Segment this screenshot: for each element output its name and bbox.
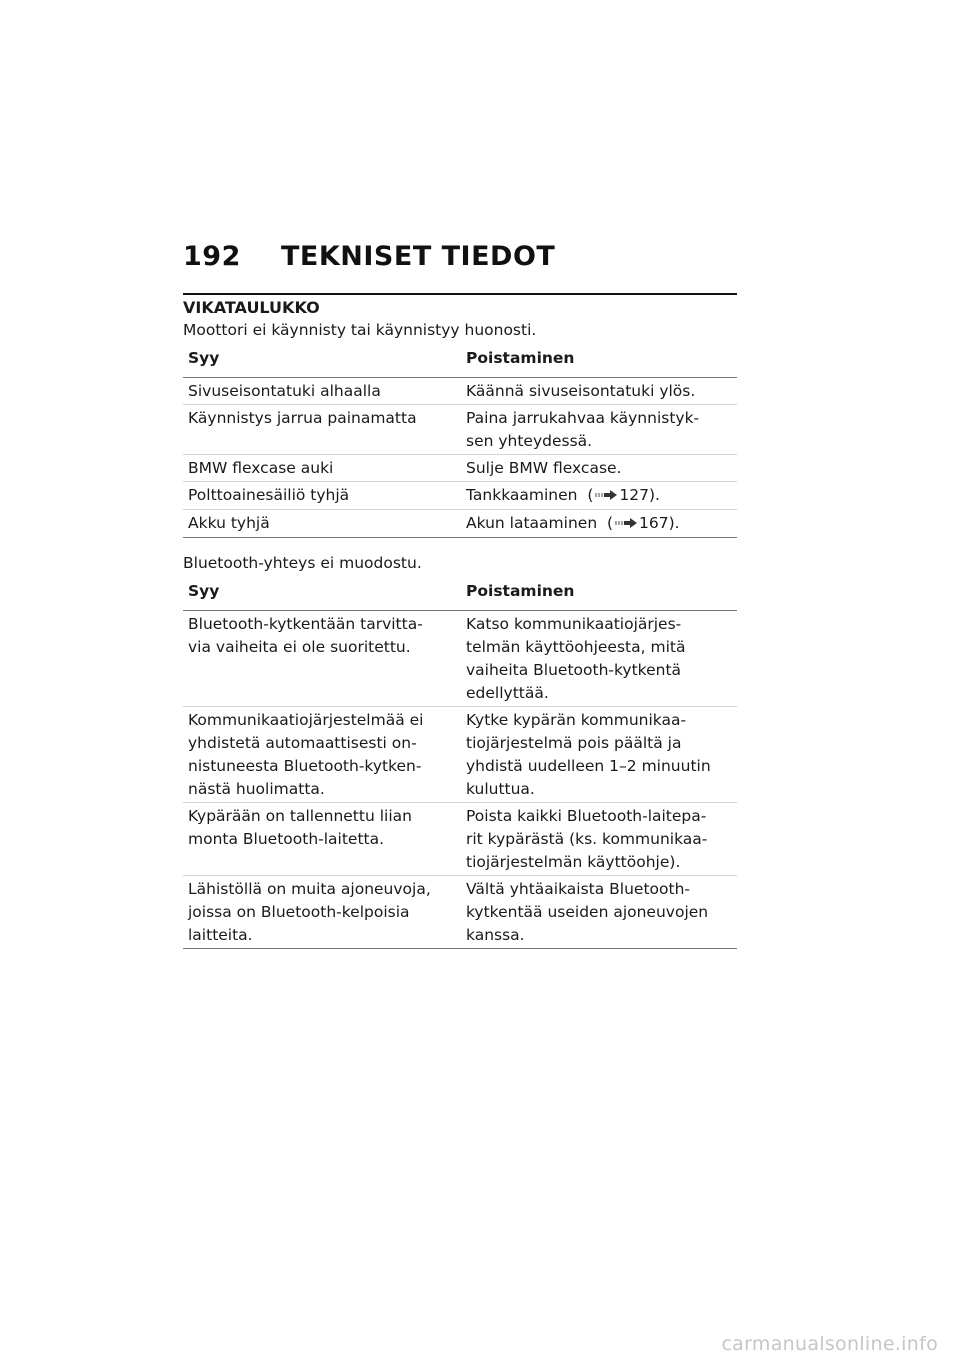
page-header: [183, 241, 555, 272]
cause-cell: Käynnistys jarrua painamatta: [188, 409, 417, 427]
cause-cell: Lähistöllä on muita ajoneuvoja, joissa on Bluetooth-kelpoisia laitteita.: [188, 880, 431, 944]
table-row: [183, 803, 737, 876]
cause-cell: Akku tyhjä: [188, 514, 270, 532]
fix-cell: Vältä yhtäaikaista Bluetooth- kytkentää useiden ajoneuvojen kanssa.: [466, 880, 709, 944]
fix-text: Akun lataaminen (: [466, 514, 614, 532]
fix-cell: Paina jarrukahvaa käynnistyk- sen yhteydessä.: [466, 409, 700, 450]
fix-cell: Kytke kypärän kommunikaa- tiojärjestelmä pois päältä ja yhdistä uudelleen 1–2 minuutin kuluttua.: [466, 711, 711, 798]
table-row: [183, 611, 737, 707]
page-content: [183, 297, 737, 949]
page-ref-link[interactable]: 167).: [639, 514, 680, 532]
chapter-title: TEKNISET TIEDOT: [281, 241, 556, 272]
table-header-row: [183, 575, 737, 611]
troubleshooting-table-bluetooth: [183, 575, 737, 949]
table-header-row: [183, 342, 737, 378]
table-row: [183, 482, 737, 510]
cause-cell: Kypärään on tallennettu liian monta Bluetooth-laitetta.: [188, 807, 412, 848]
cause-cell: Polttoainesäiliö tyhjä: [188, 486, 350, 504]
fix-cell: Käännä sivuseisontatuki ylös.: [466, 382, 696, 400]
page-number: 192: [183, 241, 241, 272]
cause-cell: Bluetooth-kytkentään tarvitta- via vaiheita ei ole suoritettu.: [188, 615, 423, 656]
column-header-fix: Poistaminen: [466, 349, 575, 367]
table-row: [183, 707, 737, 803]
table-row: [183, 510, 737, 538]
page-ref-arrow-icon: [615, 513, 637, 536]
cause-cell: BMW flexcase auki: [188, 459, 334, 477]
watermark: carmanualsonline.info: [721, 1333, 938, 1355]
troubleshooting-table-engine: [183, 342, 737, 538]
column-header-fix: Poistaminen: [466, 582, 575, 600]
table2-intro: Bluetooth-yhteys ei muodostu.: [183, 554, 422, 572]
fix-text: Tankkaaminen (: [466, 486, 594, 504]
fix-cell: Sulje BMW flexcase.: [466, 459, 622, 477]
table1-intro: Moottori ei käynnisty tai käynnistyy huonosti.: [183, 321, 537, 339]
table-row: [183, 405, 737, 455]
page-ref-arrow-icon: [595, 485, 617, 508]
column-header-cause: Syy: [188, 349, 220, 367]
page-ref-link[interactable]: 127).: [619, 486, 660, 504]
cause-cell: Sivuseisontatuki alhaalla: [188, 382, 381, 400]
table-row: [183, 876, 737, 949]
fix-cell: Katso kommunikaatiojärjes- telmän käyttöohjeesta, mitä vaiheita Bluetooth-kytkentä edellyttää.: [466, 615, 686, 702]
fix-cell: [461, 510, 737, 538]
fix-cell: [461, 482, 737, 510]
column-header-cause: Syy: [188, 582, 220, 600]
fix-cell: Poista kaikki Bluetooth-laitepa- rit kypärästä (ks. kommunikaa- tiojärjestelmän käyttöohje).: [466, 807, 708, 871]
table-row: [183, 455, 737, 482]
cause-cell: Kommunikaatiojärjestelmää ei yhdistetä automaattisesti on- nistuneesta Bluetooth-kytken- nästä huolimatta.: [188, 711, 424, 798]
section-title: VIKATAULUKKO: [183, 298, 320, 317]
header-rule: [183, 293, 737, 295]
table-row: [183, 378, 737, 405]
